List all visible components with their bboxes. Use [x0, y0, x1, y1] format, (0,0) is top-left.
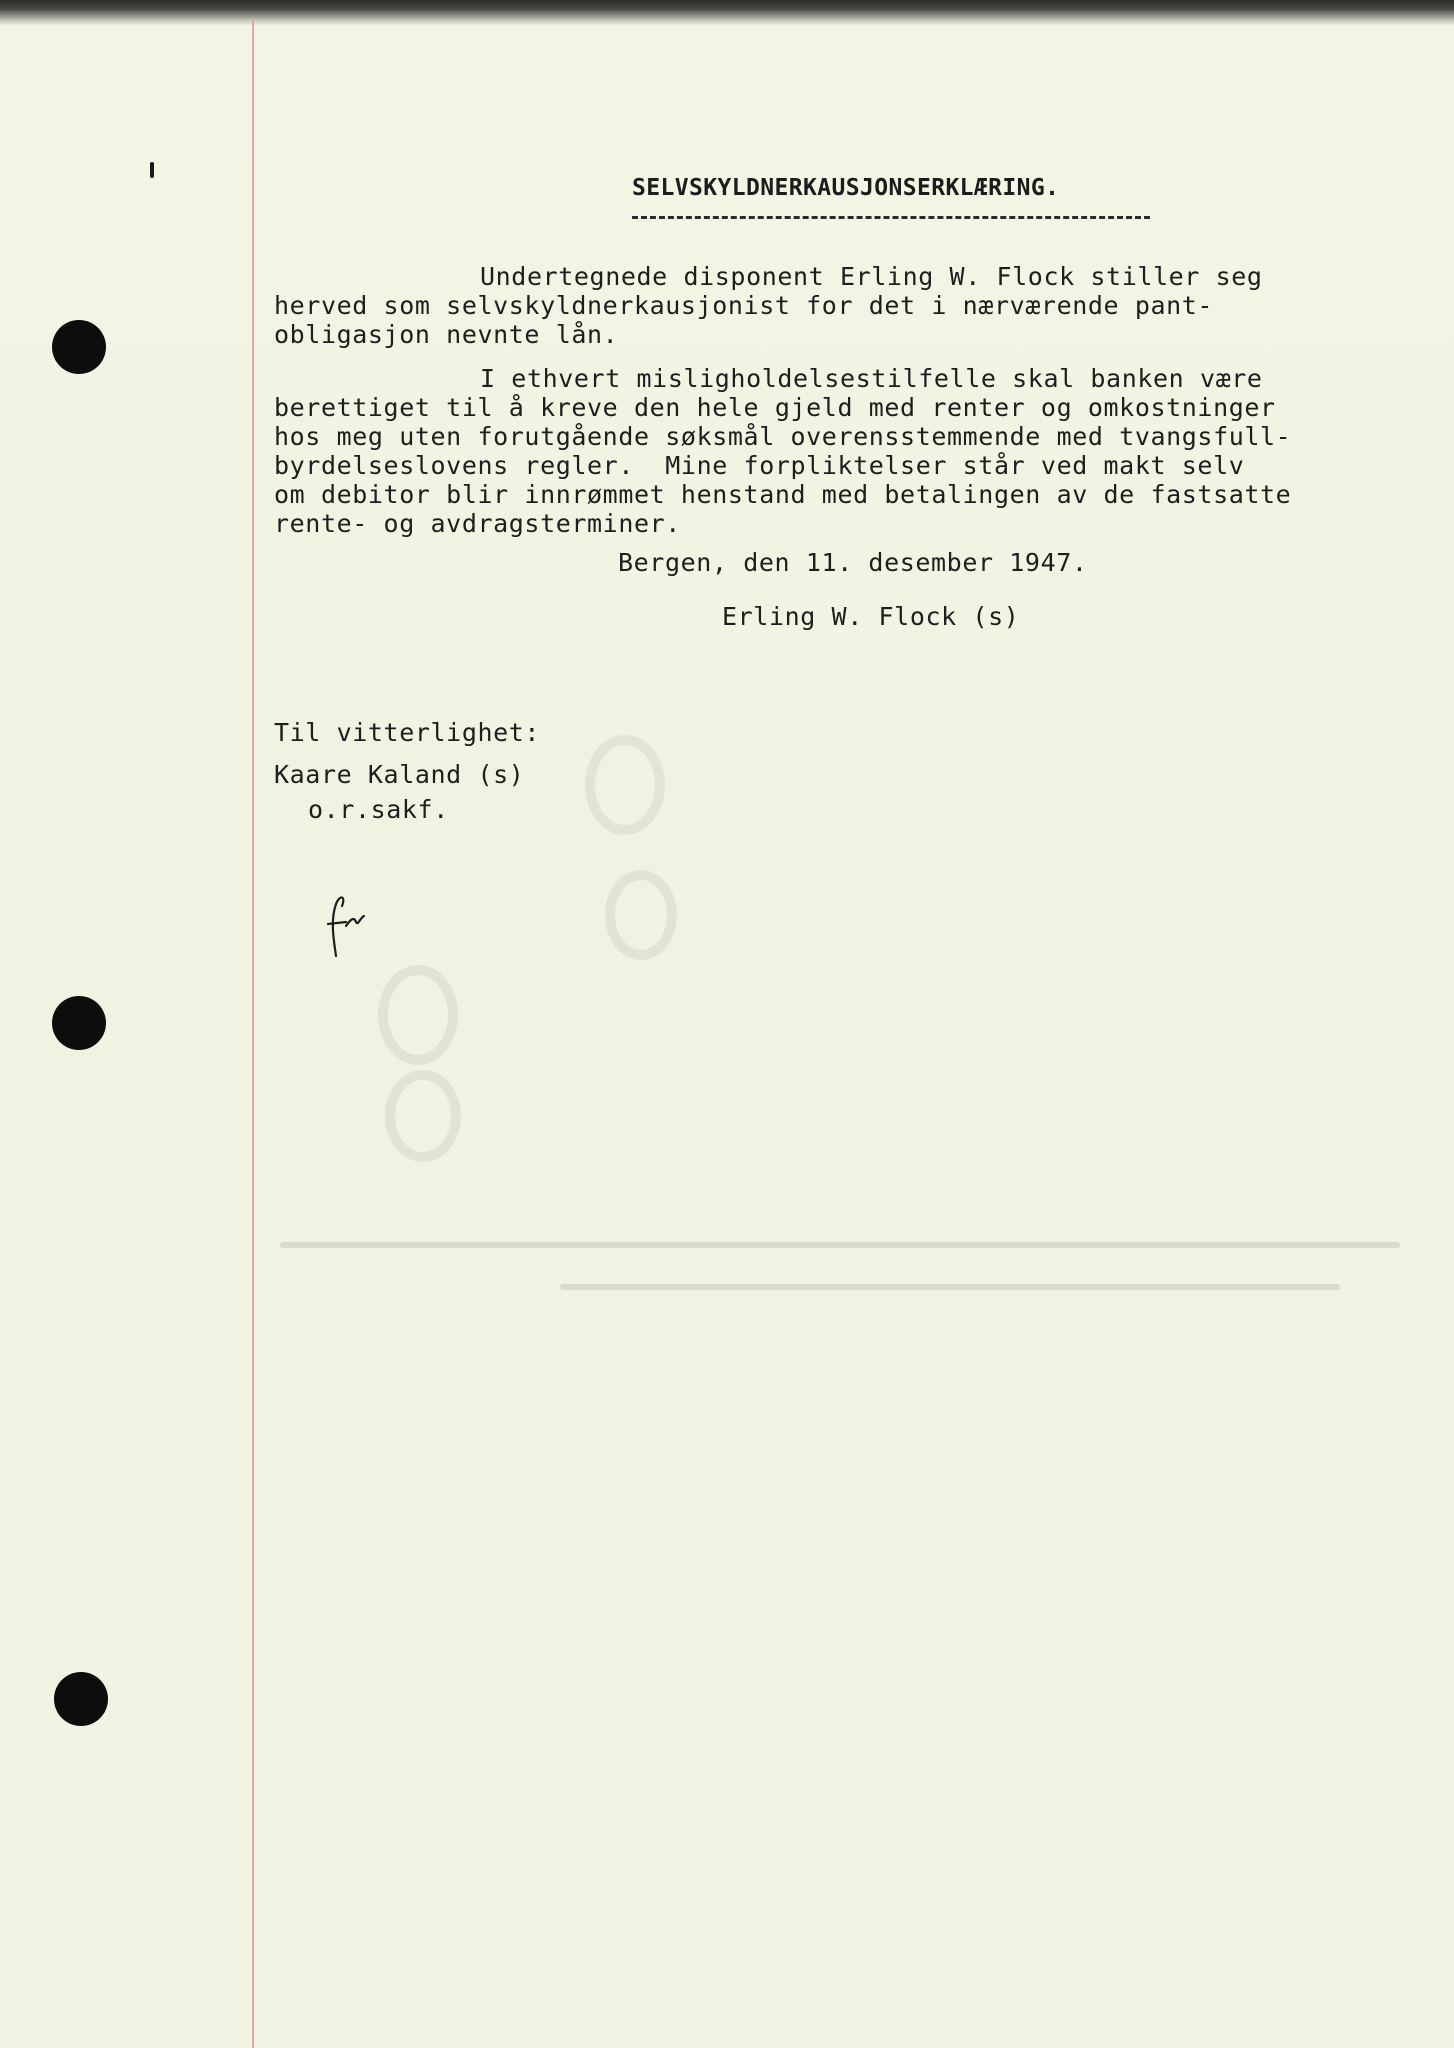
punch-hole-bottom	[54, 1672, 108, 1726]
witness-title: o.r.sakf.	[308, 795, 449, 824]
paragraph-2-line-5: om debitor blir innrømmet henstand med betalingen av de fastsatte	[274, 480, 1292, 509]
paragraph-1-line-3: obligasjon nevnte lån.	[274, 320, 619, 349]
stray-mark	[150, 162, 154, 178]
paragraph-1-line-2: herved som selvskyldnerkausjonist for det i nærværende pant-	[274, 291, 1214, 320]
document-title: SELVSKYLDNERKAUSJONSERKLÆRING.	[632, 175, 1060, 201]
paragraph-2-line-1: I ethvert misligholdelsestilfelle skal banken være	[480, 364, 1263, 393]
handwritten-initials-icon	[316, 886, 376, 966]
margin-line	[252, 20, 254, 2048]
paragraph-2-line-4: byrdelseslovens regler. Mine forpliktelser står ved makt selv	[274, 451, 1245, 480]
bleed-through-line	[280, 1242, 1400, 1248]
paragraph-1-line-1: Undertegnede disponent Erling W. Flock stiller seg	[480, 262, 1263, 291]
scan-top-edge	[0, 0, 1454, 26]
place-date: Bergen, den 11. desember 1947.	[618, 548, 1088, 577]
bleed-through-mark	[378, 965, 458, 1065]
bleed-through-mark	[585, 735, 665, 835]
paragraph-2-line-6: rente- og avdragsterminer.	[274, 509, 681, 538]
witness-name: Kaare Kaland (s)	[274, 760, 525, 789]
bleed-through-mark	[605, 870, 677, 960]
paragraph-2-line-3: hos meg uten forutgående søksmål overensstemmende med tvangsfull-	[274, 422, 1292, 451]
bleed-through-line	[560, 1284, 1340, 1290]
bleed-through-mark	[385, 1070, 461, 1162]
paragraph-2-line-2: berettiget til å kreve den hele gjeld med renter og omkostninger	[274, 393, 1276, 422]
punch-hole-middle	[52, 996, 106, 1050]
signature-line: Erling W. Flock (s)	[722, 602, 1020, 631]
witness-heading: Til vitterlighet:	[274, 718, 541, 747]
punch-hole-top	[52, 320, 106, 374]
title-underline	[632, 216, 1150, 219]
